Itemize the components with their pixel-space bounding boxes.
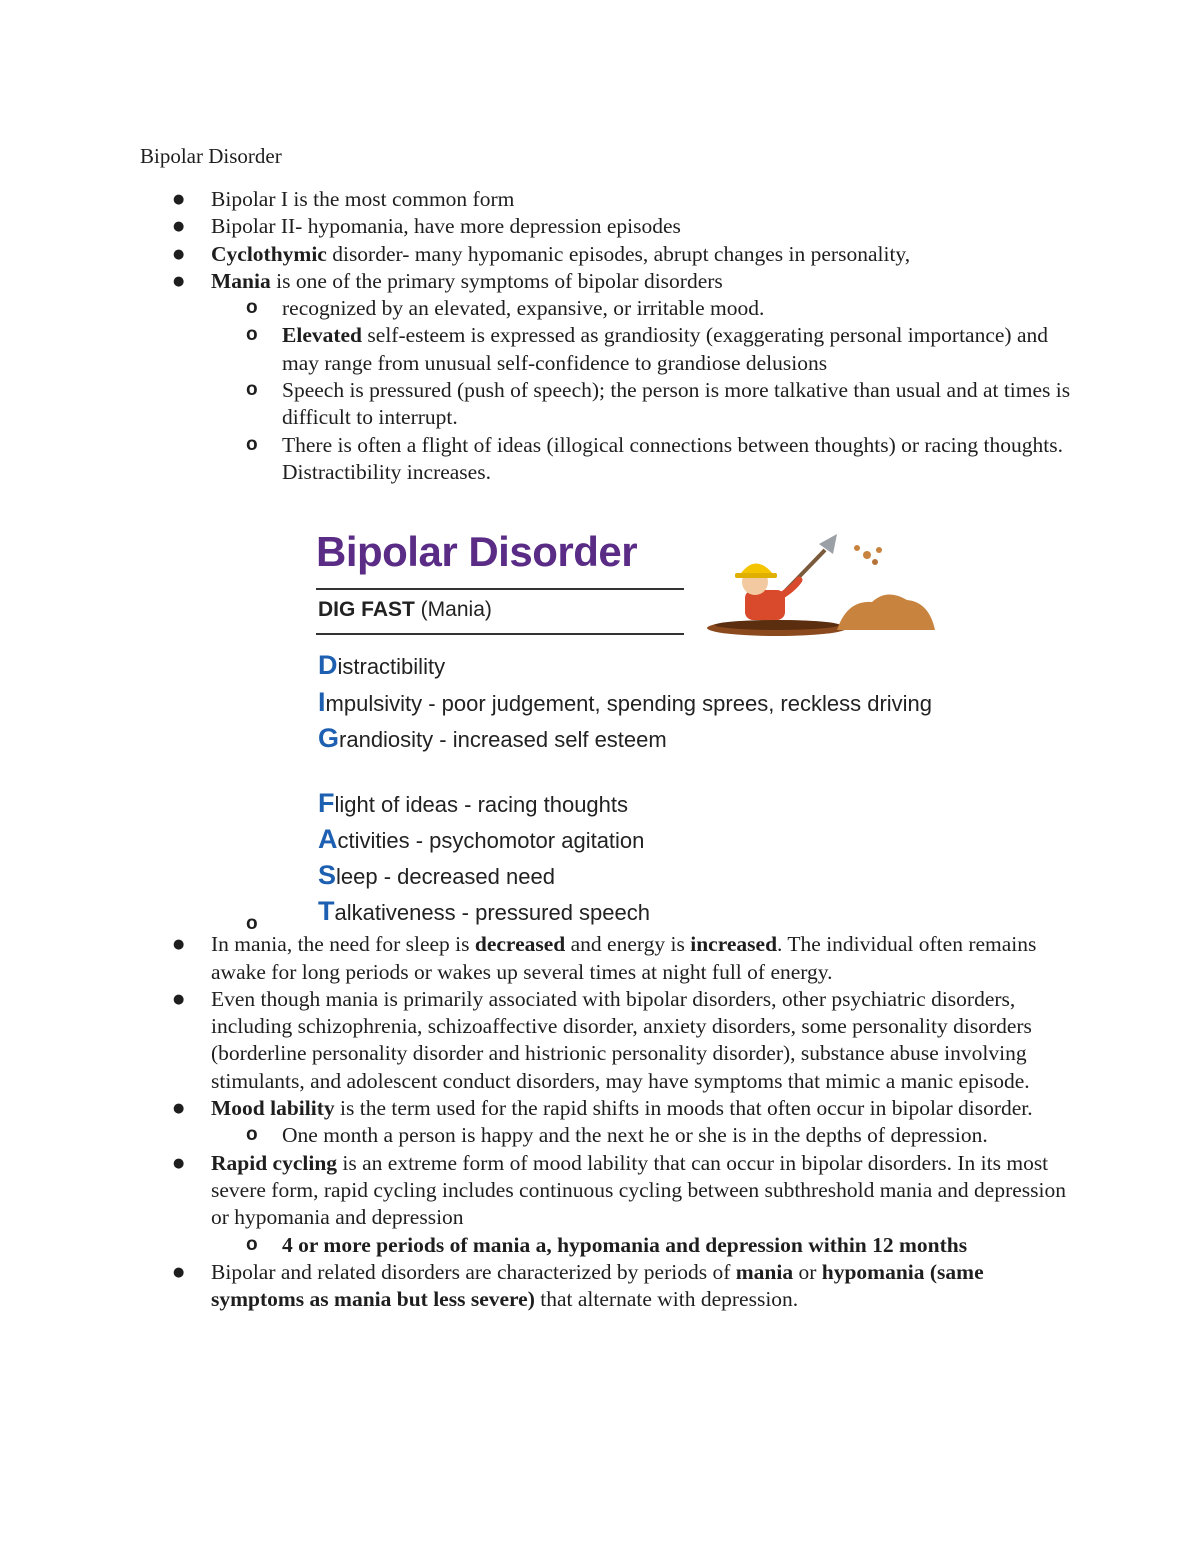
mnemonic-line: Grandiosity - increased self esteem xyxy=(318,723,667,753)
mnemonic-line: Impulsivity - poor judgement, spending sprees, reckless driving xyxy=(318,687,933,717)
sub-bullet-list xyxy=(211,1122,1080,1149)
figure-divider xyxy=(316,588,684,590)
sub-list-item: o One month a person is happy and the next he or she is in the depths of depression. xyxy=(211,1122,1080,1149)
list-item: ● Even though mania is primarily associated with bipolar disorders, other psychiatric disorders, including schizophrenia, schizoaffective disorder, anxiety disorders, some personality disorders (borderline personality disorder and histrionic personality disorder), substance abuse involving stimulants, and adolescent conduct disorders, may have symptoms that mimic a manic episode. xyxy=(140,986,1080,1095)
digging-worker-illustration xyxy=(707,530,947,640)
sub-bullet-list xyxy=(211,1232,1080,1259)
sub-list-item: o There is often a flight of ideas (illogical connections between thoughts) or racing thoughts. Distractibility increases. xyxy=(211,432,1080,487)
mnemonic-line: Activities - psychomotor agitation xyxy=(318,824,645,854)
list-item: ● Mania is one of the primary symptoms of bipolar disorders o recognized by an elevated, expansive, or irritable mood. o Elevated self-esteem is expressed as grandiosity (exaggerating personal importance) and may range from unusual self-confidence to grandiose delusions o Speech is pressured (push of speech); the person is more talkative than usual and at times is difficult to interrupt. o There is often a flight of ideas (illogical connections between thoughts) or racing thoughts. Distractibility increases. o xyxy=(140,268,1080,931)
sub-list-item: o Elevated self-esteem is expressed as grandiosity (exaggerating personal importance) and may range from unusual self-confidence to grandiose delusions xyxy=(211,322,1080,377)
figure-title: Bipolar Disorder xyxy=(316,528,638,575)
sub-list-item: o 4 or more periods of mania a, hypomania and depression within 12 months xyxy=(211,1232,1080,1259)
list-item: ● Rapid cycling is an extreme form of mood lability that can occur in bipolar disorders. In its most severe form, rapid cycling includes continuous cycling between subthreshold mania and depression or hypomania and depression o 4 or more periods of mania a, hypomania and depression within 12 months xyxy=(140,1150,1080,1259)
mnemonic-line: Distractibility xyxy=(318,650,446,680)
mnemonic-line: Flight of ideas - racing thoughts xyxy=(318,788,629,818)
figure-divider xyxy=(316,633,684,635)
list-item: ● Bipolar I is the most common form xyxy=(140,186,1080,213)
dig-fast-figure xyxy=(312,522,972,932)
sub-list-item: o recognized by an elevated, expansive, or irritable mood. xyxy=(211,295,1080,322)
mnemonic-line: Talkativeness - pressured speech xyxy=(318,896,650,926)
figure-subtitle: DIG FAST (Mania) xyxy=(318,598,492,621)
list-item: ● Bipolar II- hypomania, have more depression episodes xyxy=(140,213,1080,240)
list-item: ● Mood lability is the term used for the rapid shifts in moods that often occur in bipolar disorder. o One month a person is happy and the next he or she is in the depths of depression. xyxy=(140,1095,1080,1150)
list-item: ● Bipolar and related disorders are characterized by periods of mania or hypomania (same symptoms as mania but less severe) that alternate with depression. xyxy=(140,1259,1080,1314)
list-item: ● Cyclothymic disorder- many hypomanic episodes, abrupt changes in personality, xyxy=(140,241,1080,268)
sub-list-item: o Speech is pressured (push of speech); the person is more talkative than usual and at times is difficult to interrupt. xyxy=(211,377,1080,432)
mnemonic-line: Sleep - decreased need xyxy=(318,860,555,890)
page-title: Bipolar Disorder xyxy=(140,144,282,168)
list-item: ● In mania, the need for sleep is decreased and energy is increased. The individual often remains awake for long periods or wakes up several times at night full of energy. xyxy=(140,931,1080,986)
